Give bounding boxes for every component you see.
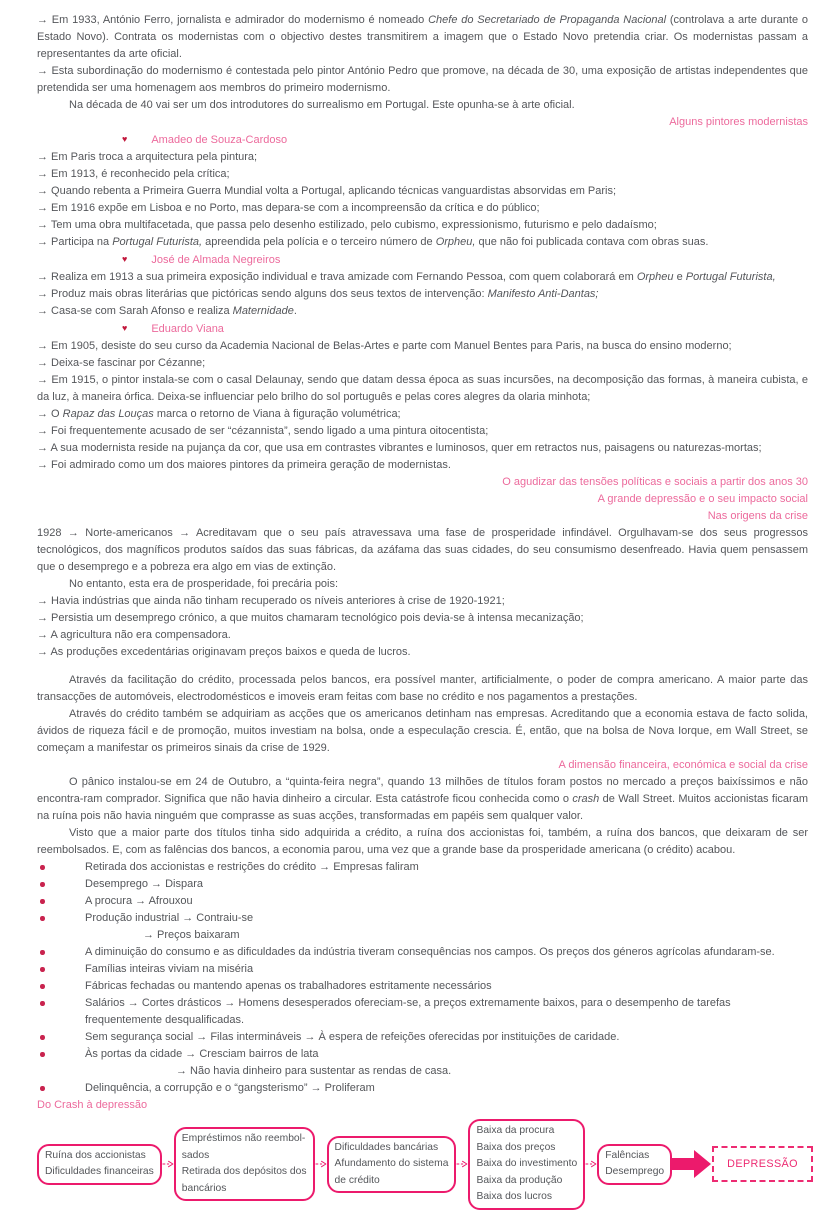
flow-box-line: Baixa da procura <box>476 1125 555 1136</box>
arrow-note-line <box>37 149 808 166</box>
bullet-text <box>85 997 731 1026</box>
heart-bullet-icon: ♥ <box>122 254 128 264</box>
text-run: Do Crash à depressão <box>37 1099 148 1111</box>
bullet-item <box>37 910 808 927</box>
bullet-dot-icon <box>40 1001 45 1006</box>
flow-box-line: Desemprego <box>605 1166 665 1178</box>
bullet-item <box>37 961 808 978</box>
text-run: → Em 1915, o pintor instala-se com o casal Delaunay, sendo que datam dessa época as suas incursões, na decomposição das formas, à maneira cubista, e da luz, à maneira órfica. Deixa-se influenciar pelo brilho do sol português e pelas cores alegres da olaria minhota; <box>37 374 808 403</box>
bullet-item <box>37 944 808 961</box>
painter-heading <box>122 320 808 338</box>
text-run: marca o retorno de Viana à figuração volumétrica; <box>153 408 401 420</box>
section-heading <box>37 491 808 508</box>
text-run: Produção industrial → Contraiu-se <box>85 912 254 924</box>
flow-box-line: Dificuldades bancárias <box>334 1141 439 1153</box>
arrow-note-line <box>37 644 808 661</box>
bullet-dot-icon <box>40 882 45 887</box>
text-run: Portugal Futurista, <box>112 236 203 248</box>
bullet-item <box>37 1080 808 1097</box>
arrow-note-line <box>37 303 808 320</box>
paragraph <box>37 706 808 757</box>
text-run: que não foi publicada contava com obras suas. <box>475 236 709 248</box>
arrow-note-line <box>37 372 808 406</box>
paragraph <box>37 825 808 859</box>
flow-box-line: Afundamento do sistema <box>334 1158 449 1169</box>
section-heading <box>37 508 808 525</box>
text-run: → Em 1905, desiste do seu curso da Academia Nacional de Belas-Artes e parte com Manuel Bentes para Paris, na busca do ensino moderno; <box>37 340 732 352</box>
arrow-note-line <box>37 183 808 200</box>
arrow-note-line <box>37 166 808 183</box>
text-run: Rapaz das Louças <box>62 408 154 420</box>
depression-box: DEPRESSÃO <box>712 1146 813 1182</box>
flow-arrow-icon <box>585 1157 597 1171</box>
text-run: Retirada dos accionistas e restrições do crédito → Empresas faliram <box>85 861 419 873</box>
bullet-item <box>37 995 808 1029</box>
flow-box-line: Baixa dos lucros <box>476 1191 553 1202</box>
arrow-note-line <box>37 269 808 286</box>
text-run: A grande depressão e o seu impacto social <box>597 493 808 505</box>
arrow-note-line <box>37 234 808 251</box>
arrow-note-line <box>37 593 808 610</box>
bullet-item <box>37 859 808 876</box>
text-run: → O <box>37 408 63 420</box>
arrow-note-line <box>37 286 808 303</box>
flow-box-line: de crédito <box>334 1174 380 1186</box>
big-arrow-icon <box>672 1148 712 1180</box>
sub-arrow-line <box>176 1063 808 1080</box>
text-run: Nas origens da crise <box>707 510 808 522</box>
arrow-note-line <box>37 610 808 627</box>
bullet-item <box>37 1046 808 1063</box>
text-run: → Produz mais obras literárias que pictóricas sendo alguns dos seus textos de intervenção: <box>37 288 488 300</box>
text-run: → Foi admirado como um dos maiores pintores da primeira geração de modernistas. <box>37 459 451 471</box>
bullet-dot-icon <box>40 950 45 955</box>
text-run: → Casa-se com Sarah Afonso e realiza <box>37 305 233 317</box>
flow-box <box>468 1119 585 1210</box>
flow-box-line: Ruína dos accionistas <box>45 1149 146 1161</box>
text-run: O pânico instalou-se em 24 de Outubro, a “quinta-feira negra”, quando 13 milhões de títulos foram postos no mercado a preços baixíssimos e não encontra-ram comprador. Significa que não havia dinheiro a circular. Esta catástrofe ficou conhecida como o <box>37 776 808 805</box>
bullet-item <box>37 978 808 995</box>
arrow-note-line <box>37 457 808 474</box>
bullet-text <box>85 895 193 907</box>
text-run: 1928 → Norte-americanos → Acreditavam que o seu país atravessava uma fase de prosperidade infindável. Orgulhavam-se dos seus progressos tecnológicos, dos magníficos produtos saídos das suas fábricas, da azáfama das suas cidades, do seu consumismo desenfreado. Havia quem pensassem que o desemprego e a pobreza era algo em vias de extinção. <box>37 527 808 573</box>
text-run: crash <box>572 793 600 805</box>
bullet-text <box>85 946 775 958</box>
text-run: e <box>673 271 686 283</box>
text-run: → A sua modernista reside na pujança da cor, que usa em contrastes vibrantes e luminosos, quer em retractos nus, paisagens ou naturezas-mortas; <box>37 442 762 454</box>
text-run: → Tem uma obra multifacetada, que passa pelo desenho estilizado, pelo cubismo, expressionismo, futurismo e pelo dadaísmo; <box>37 219 657 231</box>
painter-heading <box>122 251 808 269</box>
arrow-note-line <box>37 217 808 234</box>
text-run: Orpheu <box>636 271 674 283</box>
bullet-dot-icon <box>40 1086 45 1091</box>
text-run: Alguns pintores modernistas <box>669 116 808 128</box>
text-run: A dimensão financeira, económica e social da crise <box>558 759 808 771</box>
sub-arrow-line <box>143 927 808 944</box>
text-run: Através da facilitação do crédito, processada pelos bancos, era possível manter, artificialmente, o poder de compra americano. A maior parte das transacções de automóveis, electrodomésticos e imoveis eram feitas com base no crédito e nos pagamentos a prestações. <box>37 674 808 703</box>
arrow-note-line <box>37 12 808 63</box>
text-run: → Esta subordinação do modernismo é contestada pelo pintor António Pedro que promove, na década de 30, uma exposição de artistas independentes que pretendida ser uma homenagem aos membros do primeiro modernismo. <box>37 65 808 94</box>
bullet-dot-icon <box>40 1052 45 1057</box>
text-run: Desemprego → Dispara <box>85 878 203 890</box>
text-run: Através do crédito também se adquiriam as acções que os americanos detinham nas empresas. Acreditando que a economia estava de facto solida, ávidos de riqueza fácil e de promoção, muitos investiam na bolsa, onde a especulação crescia. É, então, que na bolsa de Nova Iorque, em Wall Street, se começam a manifestar os primeiros sinais da crise de 1929. <box>37 708 808 754</box>
flow-box-line: Dificuldades financeiras <box>45 1166 154 1178</box>
text-run: → Deixa-se fascinar por Cézanne; <box>37 357 206 369</box>
flow-box-line: Falências <box>605 1149 650 1161</box>
text-run: apreendida pela polícia e o terceiro número de <box>202 236 436 248</box>
bullet-dot-icon <box>40 899 45 904</box>
arrow-note-line <box>37 627 808 644</box>
painter-name: José de Almada Negreiros <box>151 254 281 266</box>
flow-box-line: Retirada dos depósitos dos <box>181 1166 307 1178</box>
paragraph <box>37 774 808 825</box>
paragraph-gap <box>37 661 808 672</box>
text-run: A diminuição do consumo e as dificuldades da indústria tiveram consequências nos campos. Os preços dos géneros agrícolas afundaram-se. <box>85 946 775 958</box>
text-run: Na década de 40 vai ser um dos introdutores do surrealismo em Portugal. Este opunha-se à arte oficial. <box>69 99 575 111</box>
text-run: → Em 1916 expõe em Lisboa e no Porto, mas depara-se com a incompreensão da crítica e do público; <box>37 202 540 214</box>
flow-box-line: Baixa dos preços <box>476 1141 556 1153</box>
text-run: → Realiza em 1913 a sua primeira exposição individual e trava amizade com Fernando Pessoa, com quem colaborará em <box>37 271 637 283</box>
flow-box-line: sados <box>181 1149 210 1161</box>
bullet-text <box>85 878 203 890</box>
text-run: → Não havia dinheiro para sustentar as rendas de casa. <box>176 1065 452 1077</box>
text-run: → Participa na <box>37 236 113 248</box>
bullet-item <box>37 893 808 910</box>
text-run: → Foi frequentemente acusado de ser “cézannista”, sendo ligado a uma pintura oitocentista; <box>37 425 489 437</box>
arrow-note-line <box>37 63 808 97</box>
flow-box <box>327 1136 457 1194</box>
heart-bullet-icon: ♥ <box>122 323 128 333</box>
paragraph <box>37 525 808 576</box>
bullet-dot-icon <box>40 967 45 972</box>
text-run: → Em Paris troca a arquitectura pela pintura; <box>37 151 258 163</box>
bullet-text <box>85 1031 619 1043</box>
text-run: Delinquência, a corrupção e o “gangsterismo” → Proliferam <box>85 1082 375 1094</box>
heart-bullet-icon: ♥ <box>122 134 128 144</box>
flow-box-line: Empréstimos não reembol- <box>181 1133 306 1145</box>
bullet-dot-icon <box>40 916 45 921</box>
text-run: → As produções excedentárias originavam preços baixos e queda de lucros. <box>37 646 411 658</box>
document-body <box>37 12 808 1114</box>
text-run: de Wall Street. Muitos accionistas ficaram na ruína pois não havia ninguém que comprasse as suas acções, transformadas em papéis sem qualquer valor. <box>37 793 808 822</box>
flow-box <box>37 1144 162 1185</box>
text-run: Fábricas fechadas ou mantendo apenas os trabalhadores estritamente necessários <box>85 980 492 992</box>
flow-arrow-icon <box>456 1157 468 1171</box>
bullet-text <box>85 1082 375 1094</box>
text-run: Orpheu, <box>435 236 476 248</box>
text-run: Às portas da cidade → Cresciam bairros de lata <box>85 1048 319 1060</box>
flow-arrow-icon <box>162 1157 174 1171</box>
text-run: . <box>293 305 297 317</box>
flow-box-line: Baixa da produção <box>476 1174 563 1186</box>
flow-box <box>597 1144 672 1185</box>
text-run: → Persistia um desemprego crónico, a que muitos chamaram tecnológico pois devia-se à intensa mecanização; <box>37 612 584 624</box>
bullet-dot-icon <box>40 865 45 870</box>
bullet-dot-icon <box>40 984 45 989</box>
bullet-text <box>85 861 419 873</box>
arrow-note-line <box>37 200 808 217</box>
text-run: A procura → Afrouxou <box>85 895 193 907</box>
paragraph <box>37 672 808 706</box>
section-heading <box>37 474 808 491</box>
paragraph <box>37 576 808 593</box>
flow-arrow-icon <box>315 1157 327 1171</box>
text-run: → A agricultura não era compensadora. <box>37 629 231 641</box>
text-run: → Em 1913, é reconhecido pela crítica; <box>37 168 230 180</box>
bullet-item <box>37 876 808 893</box>
text-run: (controlava a arte durante o Estado Novo). Contrata os modernistas com o objectivo destes transmitirem a imagem que o Estado Novo pretendia criar. Os modernistas passam a representantes da arte oficial. <box>37 14 808 60</box>
painter-name: Amadeo de Souza-Cardoso <box>151 134 288 146</box>
bullet-text <box>85 963 253 975</box>
bullet-text <box>85 980 492 992</box>
text-run: Famílias inteiras viviam na miséria <box>85 963 254 975</box>
painter-name: Eduardo Viana <box>151 323 224 335</box>
flow-box-line: Baixa do investimento <box>476 1158 578 1169</box>
text-run: → Quando rebenta a Primeira Guerra Mundial volta a Portugal, aplicando técnicas vanguardistas absorvidas em Paris; <box>37 185 617 197</box>
text-run: → Preços baixaram <box>143 929 240 941</box>
section-heading <box>37 757 808 774</box>
arrow-note-line <box>37 423 808 440</box>
arrow-note-line <box>37 338 808 355</box>
arrow-note-line <box>37 440 808 457</box>
text-run: Maternidade <box>232 305 294 317</box>
bullet-dot-icon <box>40 1035 45 1040</box>
bullet-text <box>85 912 253 924</box>
flowchart <box>37 1119 808 1210</box>
text-run: Manifesto Anti-Dantas; <box>487 288 599 300</box>
flow-box-line: bancários <box>181 1182 227 1194</box>
painter-heading <box>122 131 808 149</box>
text-run: Chefe do Secretariado de Propaganda Nacional <box>428 14 667 26</box>
bullet-text <box>85 1048 319 1060</box>
subsection-heading <box>37 1097 808 1114</box>
text-run: Salários → Cortes drásticos → Homens desesperados ofereciam-se, a preços extremamente baixos, para o desempenho de tarefas frequentemente desqualificadas. <box>85 997 731 1026</box>
text-run: Portugal Futurista, <box>685 271 776 283</box>
text-run: Sem segurança social → Filas intermináveis → À espera de refeições oferecidas por instituições de caridade. <box>85 1031 620 1043</box>
bullet-item <box>37 1029 808 1046</box>
text-run: → Em 1933, António Ferro, jornalista e admirador do modernismo é nomeado <box>37 14 429 26</box>
paragraph <box>37 97 808 114</box>
text-run: → Havia indústrias que ainda não tinham recuperado os níveis anteriores à crise de 1920-1921; <box>37 595 505 607</box>
arrow-note-line <box>37 406 808 423</box>
text-run: O agudizar das tensões políticas e sociais a partir dos anos 30 <box>502 476 808 488</box>
arrow-note-line <box>37 355 808 372</box>
section-heading <box>37 114 808 131</box>
flow-box <box>174 1127 315 1201</box>
text-run: No entanto, esta era de prosperidade, foi precária pois: <box>69 578 339 590</box>
text-run: Visto que a maior parte dos títulos tinha sido adquirida a crédito, a ruína dos accionistas foi, também, a ruína dos bancos, que deixaram de ser reembolsados. E, com as falências dos bancos, a economia parou, uma vez que a grande base da prosperidade americana (o crédito) acabou. <box>37 827 808 856</box>
